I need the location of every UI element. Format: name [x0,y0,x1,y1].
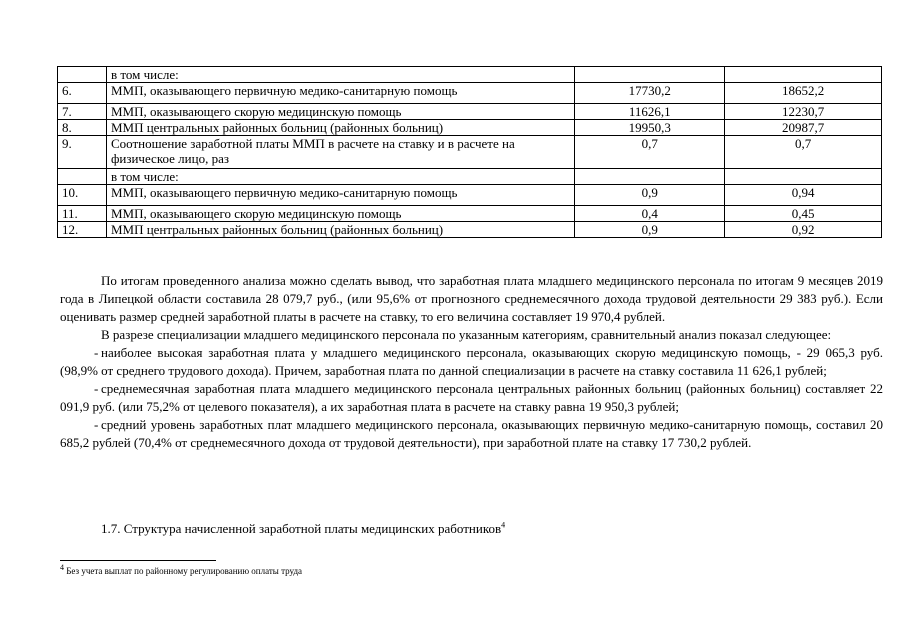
table-row [58,104,882,120]
bullet-dash: - [94,345,99,360]
table-row [58,120,882,136]
row-label: в том числе: [106,67,574,83]
row-number: 12. [58,222,107,238]
row-number [58,169,107,185]
row-value-2 [725,67,882,83]
row-value-2 [725,169,882,185]
row-value-1: 19950,3 [575,120,725,136]
row-value-2: 0,92 [725,222,882,238]
row-value-2: 0,7 [725,136,882,169]
row-value-1: 0,9 [575,222,725,238]
footnote-marker: 4 [60,563,64,572]
table-row [58,83,882,104]
paragraph-conclusion: По итогам проведенного анализа можно сделать вывод, что заработная плата младшего медицинского персонала по итогам 9 месяцев 2019 года в Липецкой области составила 28 079,7 руб., (или 95,6% от прогнозного среднемесячного дохода трудовой деятельности 29 383 руб.). Если оценивать размер средней заработной платы в расчете на ставку, то его величина составляет 19 970,4 рублей. [60,273,883,324]
bullet-item-district-hospitals [60,380,883,416]
table-row [58,185,882,206]
section-heading [101,521,505,536]
row-label: ММП, оказывающего скорую медицинскую помощь [106,206,574,222]
footnote-reference[interactable]: 4 [501,520,506,530]
row-label: ММП центральных районных больниц (районных больниц) [106,222,574,238]
footnote [60,563,303,577]
row-value-2: 12230,7 [725,104,882,120]
bullet-dash: - [94,417,99,432]
row-label: ММП, оказывающего первичную медико-санитарную помощь [106,83,574,104]
bullet-item-primary-care [60,416,883,452]
footnote-separator [60,560,216,561]
salary-ratio-table [57,66,882,238]
row-value-2: 18652,2 [725,83,882,104]
bullet-text: среднемесячная заработная плата младшего медицинского персонала центральных районных больниц (районных больниц) составляет 22 091,9 руб. (или 75,2% от целевого показателя), а их заработная плата в расчете на ставку равна 19 950,3 рублей; [60,381,883,414]
table-row [58,136,882,169]
row-value-1: 0,9 [575,185,725,206]
bullet-text: средний уровень заработных плат младшего медицинского персонала, оказывающих первичную медико-санитарную помощь, составил 20 685,2 рублей (70,4% от среднемесячного дохода от трудовой деятельности), при заработной плате на ставку 17 730,2 рублей. [60,417,883,450]
table-row [58,206,882,222]
section-heading-text: 1.7. Структура начисленной заработной платы медицинских работников [101,521,502,536]
bullet-item-ambulance [60,344,883,380]
row-value-1 [575,67,725,83]
body-text [60,272,883,452]
row-number: 8. [58,120,107,136]
table-row [58,222,882,238]
row-value-1: 17730,2 [575,83,725,104]
paragraph-comparison-intro: В разрезе специализации младшего медицинского персонала по указанным категориям, сравнительный анализ показал следующее: [101,327,832,342]
row-label: ММП, оказывающего скорую медицинскую помощь [106,104,574,120]
row-number: 7. [58,104,107,120]
row-value-1: 11626,1 [575,104,725,120]
bullet-dash: - [94,381,99,396]
bullet-text: наиболее высокая заработная плата у младшего медицинского персонала, оказывающих скорую медицинскую помощь, - 29 065,3 руб. (98,9% от среднего трудового дохода). Причем, заработная плата по данной специализации в расчете на ставку составила 11 626,1 рублей; [60,345,883,378]
table-row [58,67,882,83]
row-label: ММП центральных районных больниц (районных больниц) [106,120,574,136]
row-label: Соотношение заработной платы ММП в расчете на ставку и в расчете на физическое лицо, раз [106,136,574,169]
row-value-1: 0,7 [575,136,725,169]
row-number: 6. [58,83,107,104]
row-number: 9. [58,136,107,169]
row-number: 10. [58,185,107,206]
row-value-1: 0,4 [575,206,725,222]
row-value-1 [575,169,725,185]
footnote-text: Без учета выплат по районному регулированию оплаты труда [64,566,303,576]
row-label: в том числе: [106,169,574,185]
row-number [58,67,107,83]
row-value-2: 0,45 [725,206,882,222]
row-value-2: 20987,7 [725,120,882,136]
row-value-2: 0,94 [725,185,882,206]
row-number: 11. [58,206,107,222]
table-row [58,169,882,185]
row-label: ММП, оказывающего первичную медико-санитарную помощь [106,185,574,206]
